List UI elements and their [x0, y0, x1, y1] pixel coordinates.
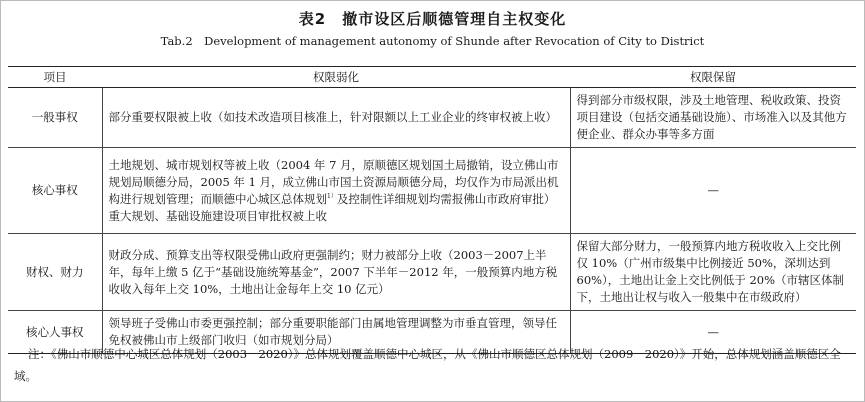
table-row [8, 148, 856, 234]
row-weakened-cell [102, 148, 570, 234]
row-retained-text: — [707, 183, 719, 197]
header-item: 项目 [8, 67, 102, 88]
row-weakened-text: 领导班子受佛山市委更强控制；部分重要职能部门由属地管理调整为市垂直管理，领导任免权被佛山市上级部门收归（如市规划分局） [108, 316, 557, 347]
row-retained-text: — [707, 324, 719, 339]
header-retained: 权限保留 [570, 67, 856, 88]
row-retained-text: 得到部分市级权限，涉及土地管理、税收政策、投资项目建设（包括交通基础设施）、市场准入以及其他方便企业、群众办事等多方面 [576, 93, 847, 141]
row-weakened-text-part: 及控制性详细规划均需报佛山市政府审批） [336, 191, 556, 206]
row-weakened-cell [102, 88, 570, 148]
table-row [8, 234, 856, 311]
row-item-label: 核心人事权 [8, 311, 102, 354]
row-retained-text: 保留大部分财力，一般预算内地方税收收入上交比例仅 10%（广州市级集中比例接近 50%，深圳达到 60%），土地出让金上交比例低于 20%（市辖区体制下，土地出让权与收入一般集中在市级政府） [576, 239, 845, 304]
row-item-label: 一般事权 [8, 88, 102, 148]
table-title: 表2 撤市设区后顺德管理自主权变化 [298, 10, 567, 28]
table-footnote: 注：《佛山市顺德中心城区总体规划（2003－2020）》总体规划覆盖顺德中心城区，从《佛山市顺德区总体规划（2009－2020）》开始，总体规划涵盖顺德区全域。 [14, 347, 841, 383]
row-item-label: 财权、财力 [8, 234, 102, 311]
footnote-marker: 1） [327, 192, 337, 200]
row-item-label: 核心事权 [8, 148, 102, 234]
row-weakened-text-part: 土地规划、城市规划权等被上收（2004 年 7 月，原顺德区规划国土局撤销，设立佛山市规划局顺德分局，2005 年 1 月，成立佛山市国土资源局顺德分局，均仅作为市局派出机构进行规划管理；而顺德中心城区总体规划 [108, 157, 559, 206]
table-row [8, 88, 856, 148]
table-header-row [8, 67, 856, 88]
row-retained-cell [570, 148, 856, 234]
table-title-english: Tab.2 Development of management autonomy of Shunde after Revocation of City to District [160, 34, 705, 48]
row-retained-cell [570, 234, 856, 311]
row-weakened-text [109, 157, 564, 208]
row-weakened-text: 部分重要权限被上收（如技术改造项目核准上，针对限额以上工业企业的终审权被上收） [108, 110, 557, 124]
header-weakened: 权限弱化 [102, 67, 570, 88]
row-weakened-text-second: 重大规划、基础设施建设项目审批权被上收 [108, 208, 327, 223]
autonomy-table [8, 66, 856, 354]
row-weakened-text: 财政分成、预算支出等权限受佛山政府更强制约；财力被部分上收（2003－2007上半年，每年上缴 5 亿于“基础设施统筹基金”，2007 下半年－2012 年，一般预算内地方税收收入每年上交 10%，土地出让金每年上交 10 亿元） [108, 247, 558, 296]
row-weakened-cell [102, 234, 570, 311]
row-retained-cell [570, 88, 856, 148]
